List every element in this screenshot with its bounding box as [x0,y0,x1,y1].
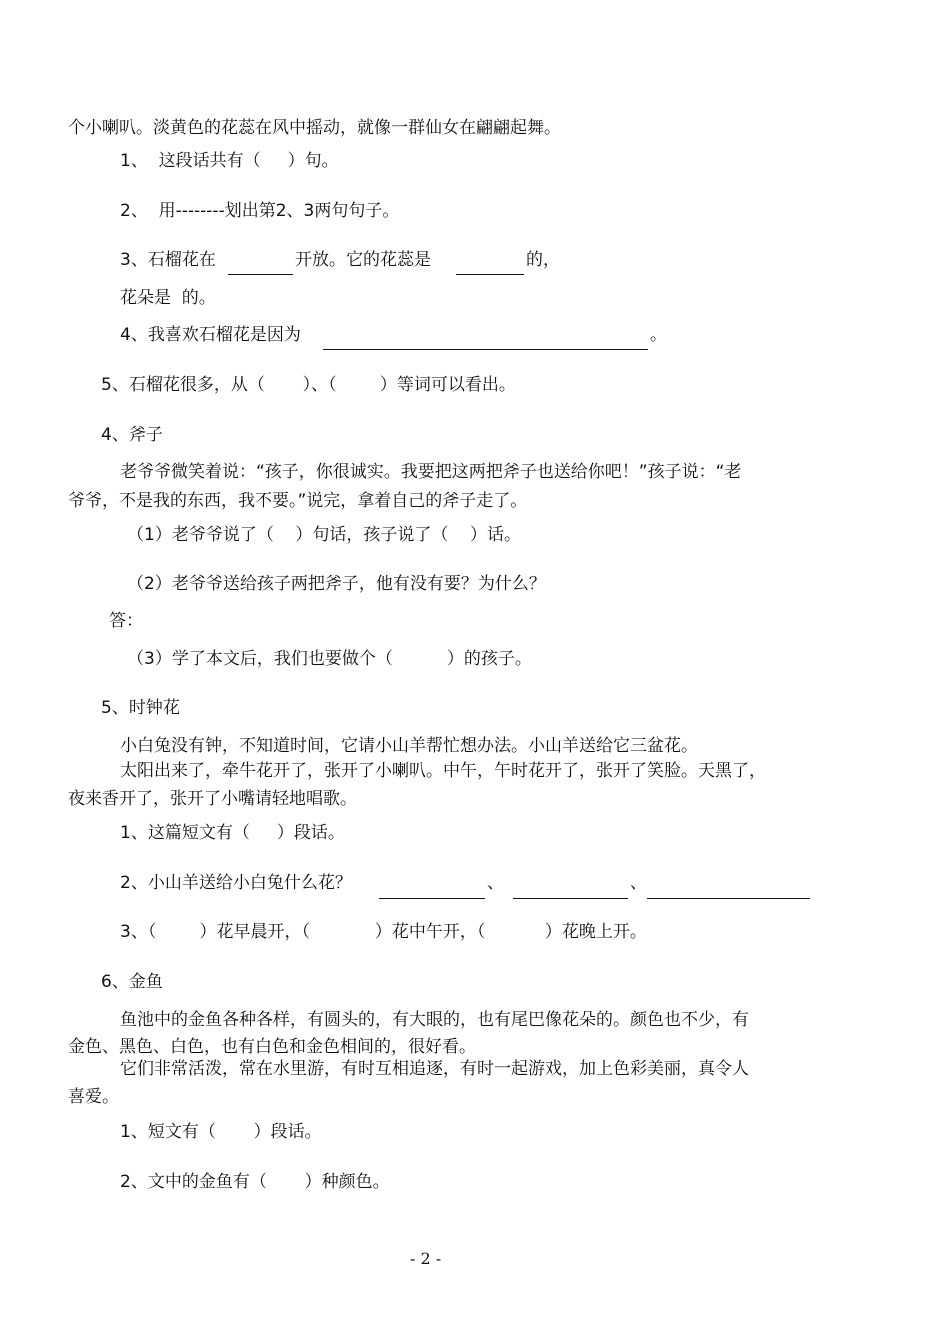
answer-blank[interactable] [228,274,293,275]
question-line: （2）老爷爷送给孩子两把斧子，他有没有要？为什么？ [127,574,546,594]
answer-blank[interactable] [323,349,648,350]
question-line: （1）老爷爷说了（ ）句话，孩子说了（ ）话。 [127,525,522,545]
question-line: 、 [487,873,504,893]
passage-line: 太阳出来了，牵牛花开了，张开了小喇叭。中午，午时花开了，张开了笑脸。天黑了， [120,761,766,781]
question-line: 5、石榴花很多，从（ ）、（ ）等词可以看出。 [101,375,516,395]
passage-line: 小白兔没有钟，不知道时间，它请小山羊帮忙想办法。小山羊送给它三盆花。 [120,736,698,756]
question-line: 3、石榴花在 [120,250,216,270]
passage-line: 它们非常活泼，常在水里游，有时互相追逐，有时一起游戏，加上色彩美丽，真令人 [120,1059,749,1079]
question-line: 、 [630,873,647,893]
answer-blank[interactable] [647,898,810,899]
passage-line: 个小喇叭。淡黄色的花蕊在风中摇动，就像一群仙女在翩翩起舞。 [68,118,561,138]
answer-blank[interactable] [379,898,485,899]
question-line: 2、 用--------划出第2、3两句句子。 [120,201,400,221]
question-line: 2、小山羊送给小白兔什么花？ [120,873,352,893]
answer-label: 答： [109,611,143,631]
answer-blank[interactable] [456,274,524,275]
section-title: 4、斧子 [101,425,163,445]
answer-blank[interactable] [513,898,628,899]
question-line: 开放。它的花蕊是 [295,250,431,270]
question-line: 4、我喜欢石榴花是因为 [120,325,301,345]
question-line: 2、文中的金鱼有（ ）种颜色。 [120,1172,390,1192]
question-line: 3、（ ）花早晨开，（ ）花中午开，（ ）花晚上开。 [120,922,647,942]
passage-line: 夜来香开了，张开了小嘴请轻地唱歌。 [68,789,357,809]
question-line: 。 [650,325,667,345]
passage-line: 鱼池中的金鱼各种各样，有圆头的，有大眼的，也有尾巴像花朵的。颜色也不少，有 [120,1010,749,1030]
question-line: 1、短文有（ ）段话。 [120,1122,322,1142]
passage-line: 喜爱。 [68,1087,119,1107]
passage-line: 金色、黑色、白色，也有白色和金色相间的，很好看。 [68,1037,476,1057]
section-title: 6、金鱼 [101,972,163,992]
page-number: - 2 - [410,1249,442,1268]
question-line: （3）学了本文后，我们也要做个（ ）的孩子。 [127,649,532,669]
question-line: 1、这篇短文有（ ）段话。 [120,823,345,843]
question-line: 花朵是 的。 [120,288,216,308]
question-line: 1、 这段话共有（ ）句。 [120,151,339,171]
passage-line: 老爷爷微笑着说：“孩子，你很诚实。我要把这两把斧子也送给你吧！”孩子说：“老 [120,462,742,482]
question-line: 的， [526,250,560,270]
section-title: 5、时钟花 [101,698,180,718]
passage-line: 爷爷，不是我的东西，我不要。”说完，拿着自己的斧子走了。 [68,491,528,511]
